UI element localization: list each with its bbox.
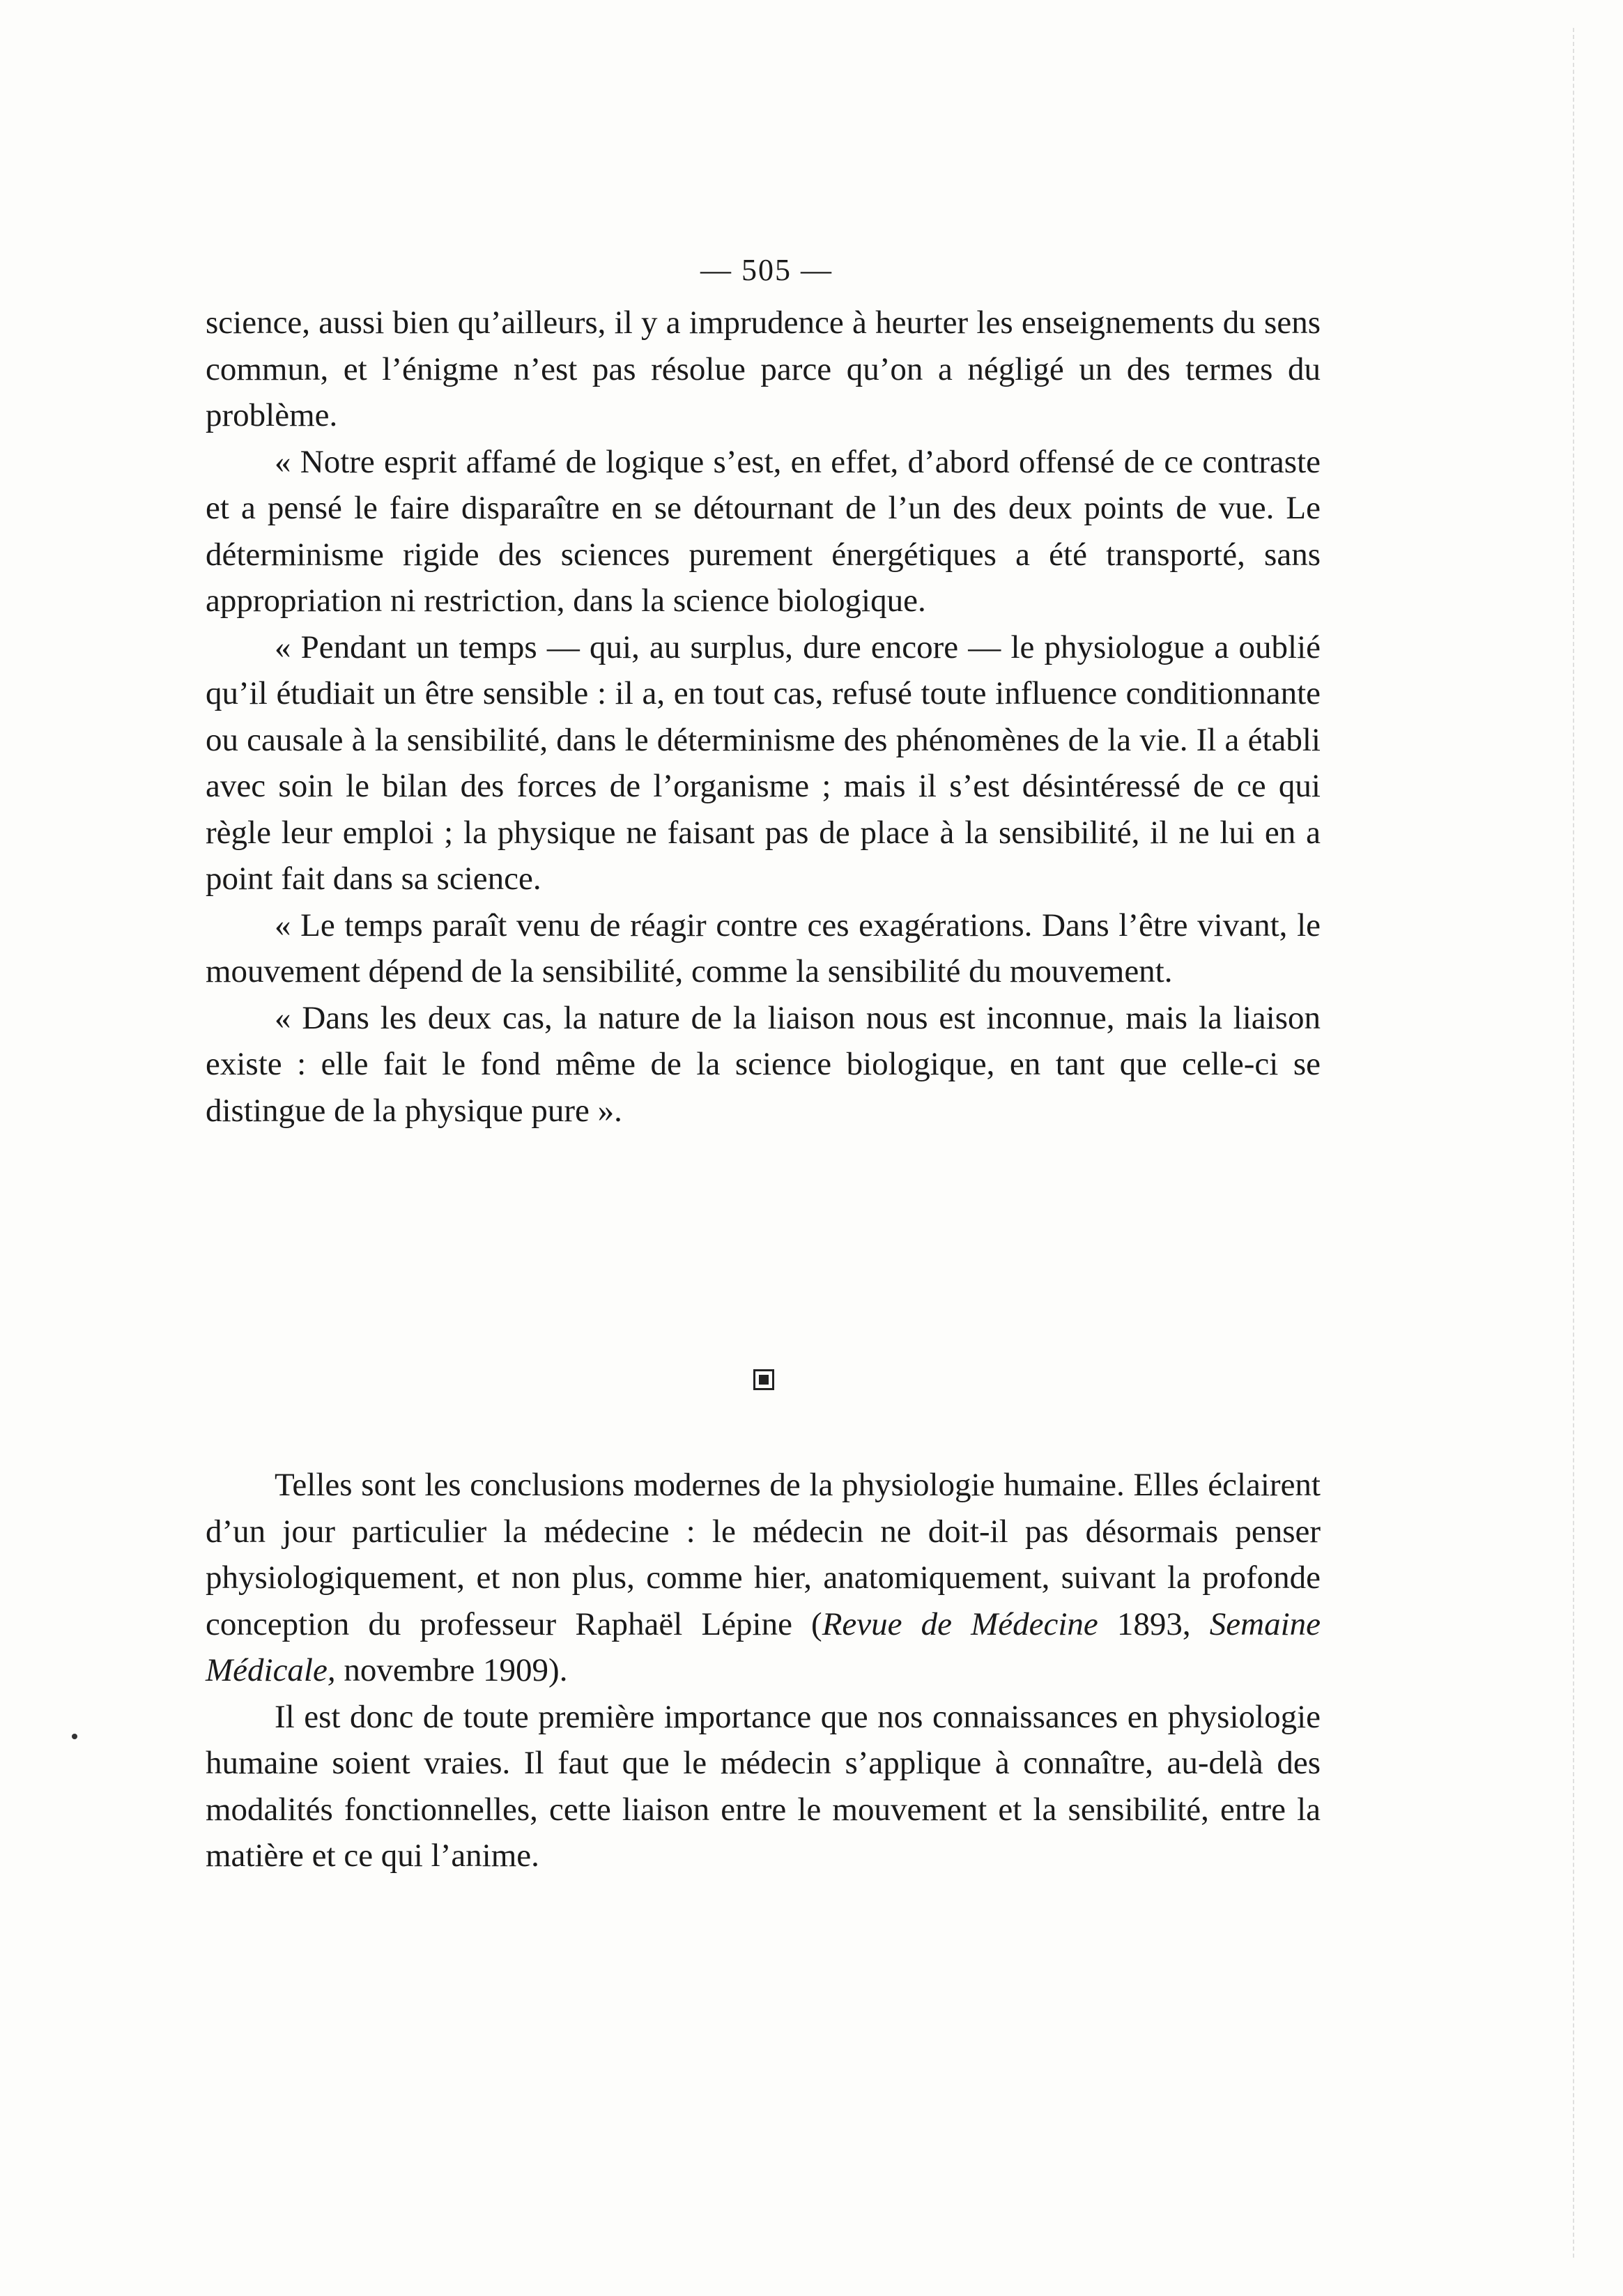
journal-title-italic: Revue de Médecine xyxy=(822,1605,1098,1642)
text-run: Telles sont les conclusions modernes de la physiologie humaine. Elles éclairent d’un jour particulier la médecine : le médecin ne doit-il pas désormais penser physiologiquement, et non plus, comme hier, anatomiquement, suivant la profonde conception du professeur Raphaël Lépine ( xyxy=(206,1467,1321,1642)
paragraph-conclusions xyxy=(206,1462,1321,1694)
conclusion-section xyxy=(206,1462,1321,1879)
paragraph: « Le temps paraît venu de réagir contre ces exagérations. Dans l’être vivant, le mouvement dépend de la sensibilité, comme la sensibilité du mouvement. xyxy=(206,907,1321,989)
journal-title-italic: Semaine Médicale, xyxy=(206,1605,1321,1688)
paragraph: « Dans les deux cas, la nature de la liaison nous est inconnue, mais la liaison existe : elle fait le fond même de la science biologique, en tant que celle-ci se distingue de la physique pure ». xyxy=(206,999,1321,1129)
text-run: 1893, xyxy=(1098,1605,1210,1642)
text-run: novembre 1909). xyxy=(335,1652,568,1688)
page-number: — 505 — xyxy=(700,253,833,287)
paragraph: science, aussi bien qu’ailleurs, il y a imprudence à heurter les enseignements du sens commun, et l’énigme n’est pas résolue parce qu’on a négligé un des termes du problème. xyxy=(206,305,1321,433)
page-edge-artifact xyxy=(1571,28,1574,2258)
paragraph: « Pendant un temps — qui, au surplus, dure encore — le physiologue a oublié qu’il étudiait un être sensible : il a, en tout cas, refusé toute influence conditionnante ou causale à la sensibilité, dans le déterminisme des phénomènes de la vie. Il a établi avec soin le bilan des forces de l’organisme ; mais il s’est désintéressé de ce qui règle leur emploi ; la physique ne faisant pas de place à la sensibilité, il ne lui en a point fait dans sa science. xyxy=(206,629,1321,897)
stray-ink-dot xyxy=(72,1734,77,1739)
paragraph-importance: Il est donc de toute première importance que nos connaissances en physiologie humaine soient vraies. Il faut que le médecin s’applique à connaître, au-delà des modalités fonctionnelles, cette liaison entre le mouvement et la sensibilité, entre la matière et ce qui l’anime. xyxy=(206,1698,1321,1874)
quoted-passage xyxy=(206,300,1321,1134)
paragraph: « Notre esprit affamé de logique s’est, en effet, d’abord offensé de ce contraste et a pensé le faire disparaître en se détournant de l’un des deux points de vue. Le déterminisme rigide des sciences purement énergétiques a été transporté, sans appropriation ni restriction, dans la science biologique. xyxy=(206,443,1321,619)
section-ornament-icon xyxy=(753,1369,774,1390)
